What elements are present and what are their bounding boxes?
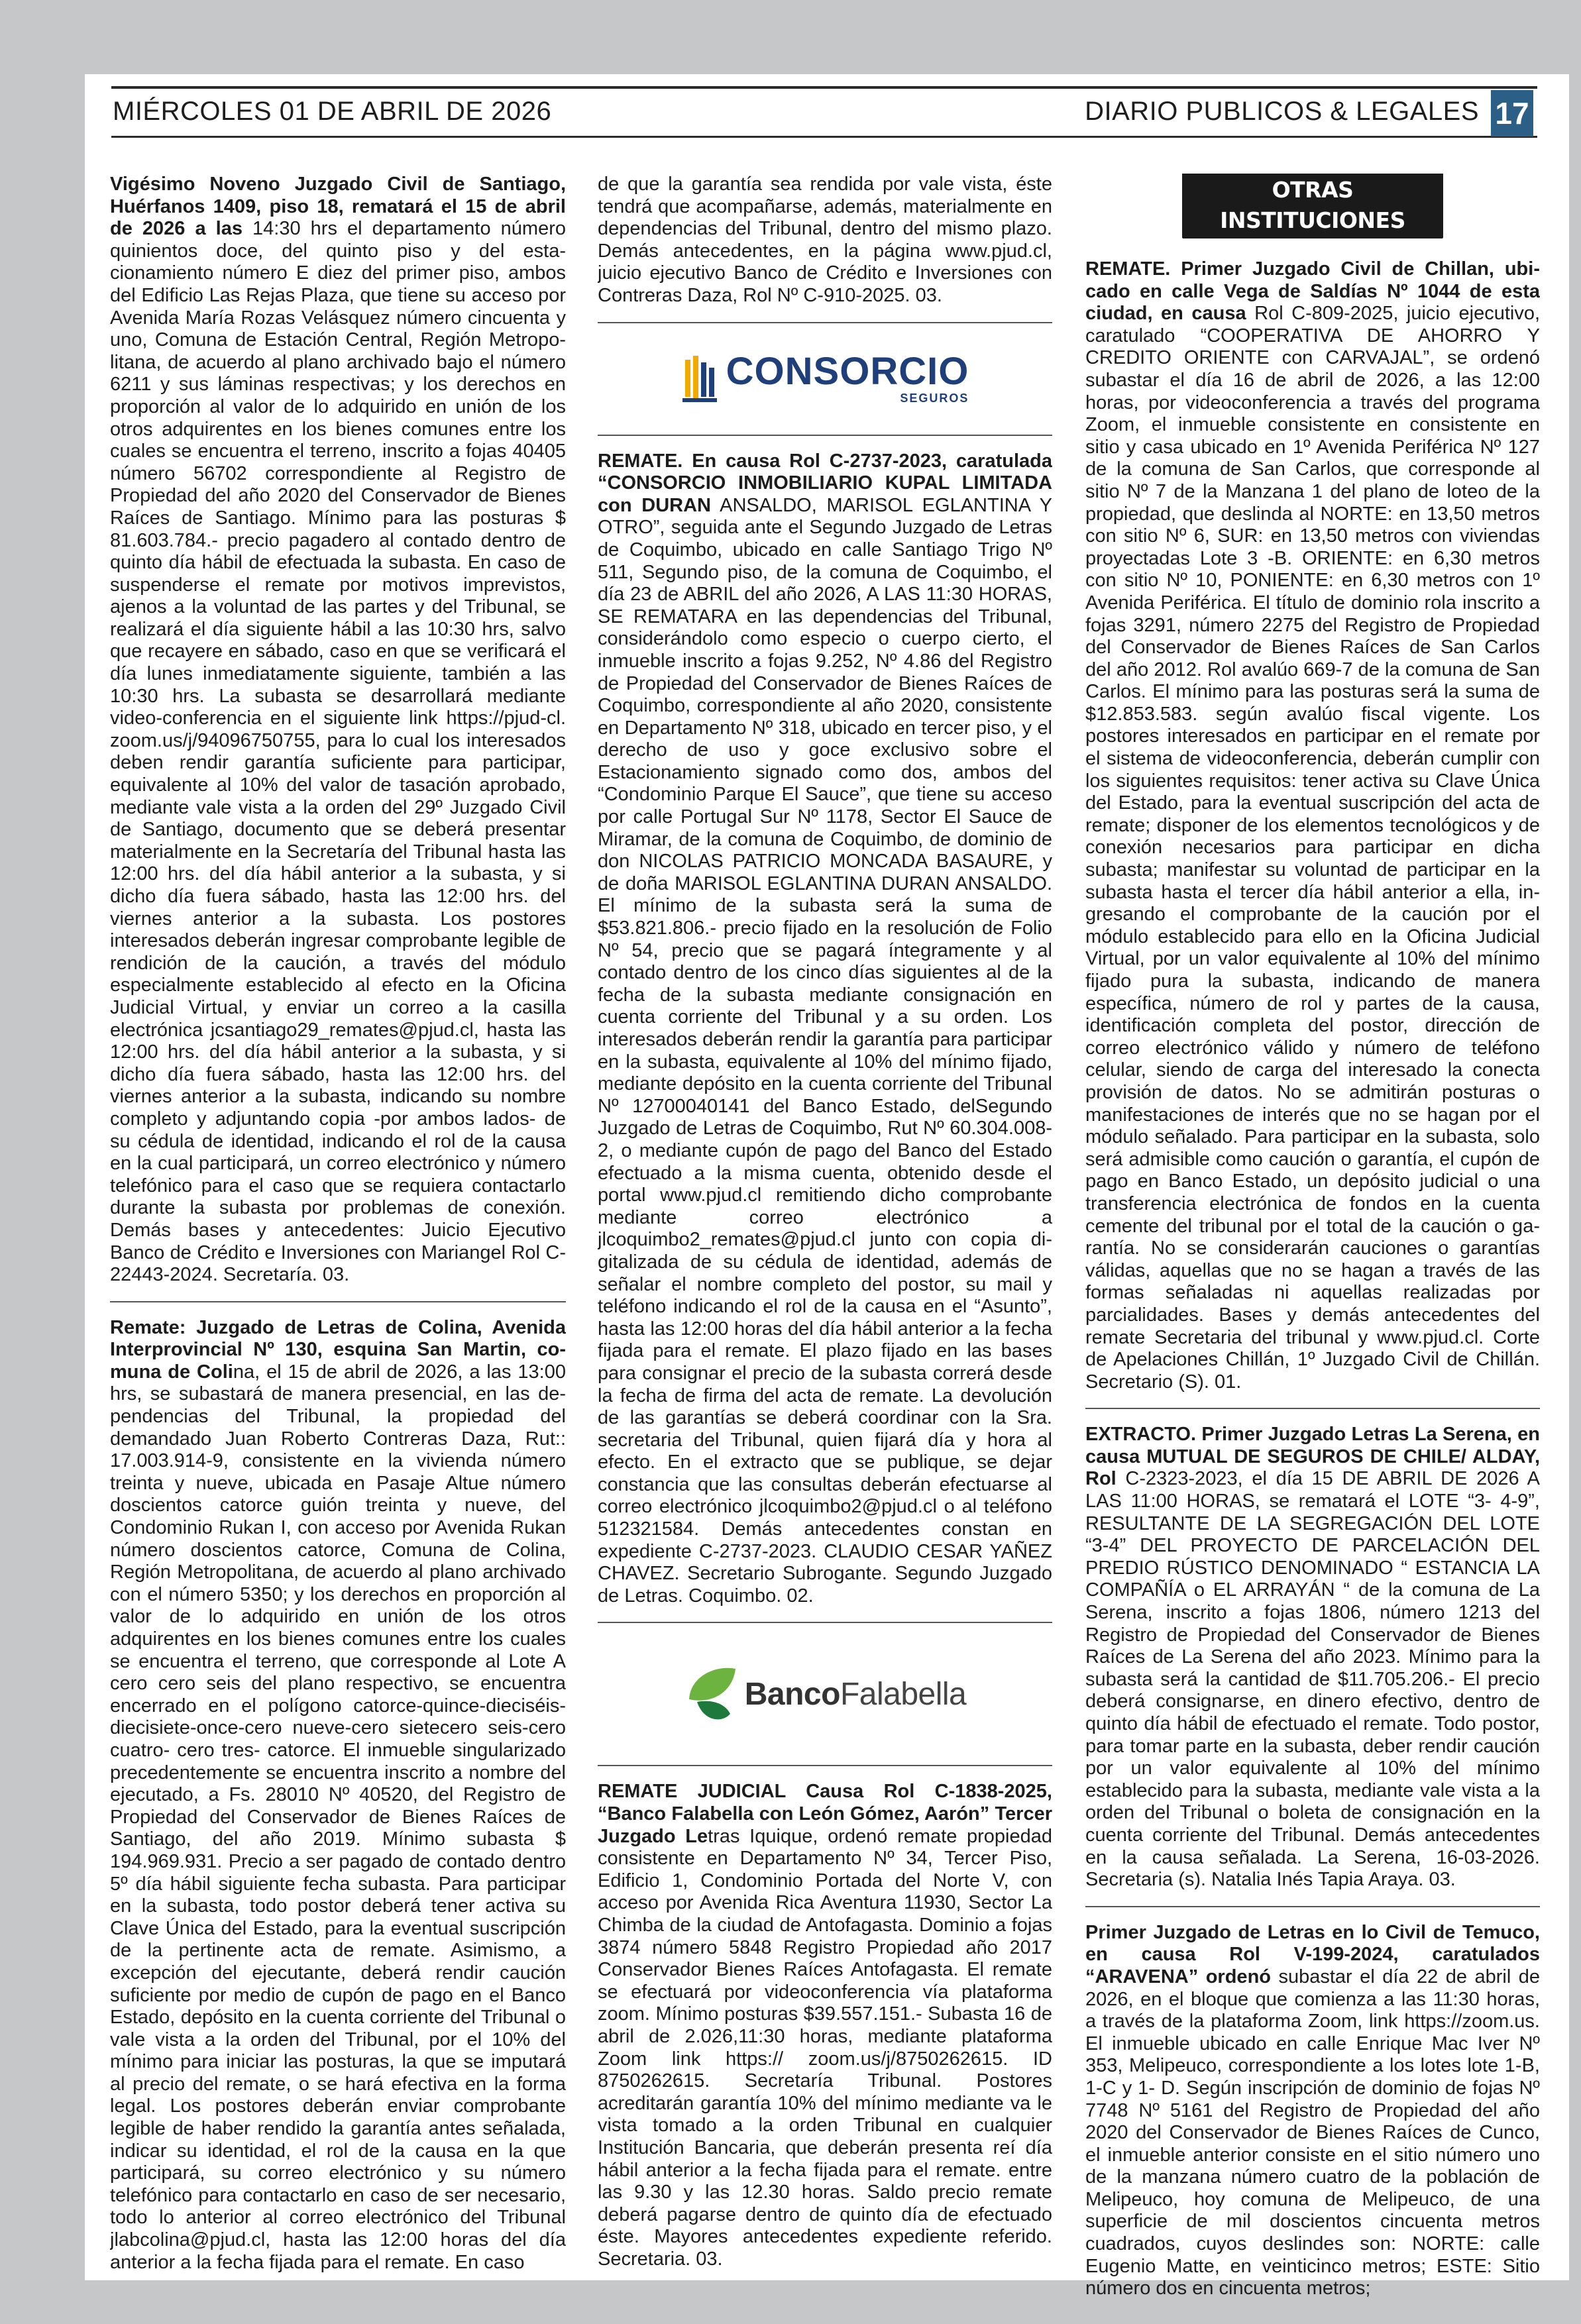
consorcio-mark-icon (681, 353, 720, 405)
falabella-logo-bold: Banco (744, 1676, 840, 1712)
page-header (111, 86, 1537, 138)
notice-lead: Primer Juzgado de Letras en lo Civil de Temuco, en causa Rol V-199-2024, caratulados “ARAVENA” ordenó (1085, 1921, 1540, 1987)
notice-body: 14:30 hrs el departamento número quinientos doce, del quinto piso y del estacionamiento número E diez del primer piso, ambos del Edificio Las Rejas Plaza, que tiene su acceso por Avenida María Rozas Velásquez número cincuenta y uno, Comuna de Estación Central, Región Metropolitana, de acuerdo al plano archivado bajo el número 6211 y sus láminas respectivas; y los derechos en proporción al valor de lo adquirido en unión de los otros adquirentes en los bienes comunes entre los cuales se encuentra el terreno, inscrito a fojas 40405 número 56702 correspondiente al Registro de Propiedad del año 2020 del Conservador de Bienes Raíces de Santiago. Mínimo para las posturas $ 81.603.784.- precio pagadero al contado dentro de quinto día hábil de efectuada la subasta. En caso de suspenderse el remate por motivos imprevistos, ajenos a la voluntad de las partes y del Tribunal, se realizará el día siguiente hábil a las 10:30 hrs, salvo que recayere en sábado, caso en que se verificará el día lunes inmediatamente siguiente, también a las 10:30 hrs. La subasta se desarrollará mediante video-conferencia en el siguiente link https://pjud-cl. zoom.us/j/94096750755, para lo cual los interesados deben rendir garantía suficiente para participar, equivalente al 10% del valor de tasación aprobado, mediante vale vista a la orden del 29º Juzgado Civil de Santiago, documento que se deberá presentar materialmente en la Secretaría del Tribunal hasta las 12:00 hrs. del día hábil anterior a la subasta, y si dicho día fuera sábado, hasta las 12:00 hrs. del viernes anterior a la subasta. Los postores interesados deberán ingresar comprobante legible de rendición de la caución, a través del módulo especialmente establecido al efecto en la Oficina Judicial Virtual, y enviar un correo a la casilla electrónica jcsantiago29_remates@pjud.cl, hasta las 12:00 hrs. del día hábil anterior a la subasta, y si dicho día fuera sábado, hasta las 12:00 hrs. del viernes anterior a la subasta, indicando su nombre completo y adjuntando copia -por ambos lados- de su cédula de identidad, indicando el rol de la causa en la cual participará, un correo electrónico y número telefónico para el caso que se requiera contactarlo durante la subasta por problemas de conexión. Demás bases y antecedentes: Juicio Ejecutivo Banco de Crédito e Inversiones con Mariangel Rol C-22443-2024. Secretaría. 03. (110, 218, 566, 1286)
notice-extracto-la-serena (1085, 1424, 1540, 1891)
notice-lead: REMATE. Primer Juzgado Civil de Chillan, ubicado en calle Vega de Saldías Nº 1044 de esta ciudad, en causa (1085, 258, 1540, 325)
divider (598, 1622, 1052, 1623)
consorcio-seguros-logo (598, 338, 1052, 420)
banco-falabella-logo (598, 1638, 1052, 1750)
notice-body: de que la garantía sea rendida por vale vista, éste tendrá que acompañarse, además, materialmente en dependencias del Tribunal, dentro del mismo plazo. Demás antecedentes, en la página www.pjud.cl, juicio ejecutivo Banco de Crédito e Inversiones con Contreras Daza, Rol Nº C-910-2025. 03. (598, 174, 1052, 306)
header-publication: DIARIO PUBLICOS & LEGALES (1085, 97, 1479, 126)
notice-body: na, el 15 de abril de 2026, a las 13:00 hrs, se subastará de manera presencial, en las dependencias del Tribunal, la propiedad del demandado Juan Roberto Contreras Daza, Rut:: 17.003.914-9, consistente en la vivienda número treinta y nueve, ubicada en Pasaje Altue número doscientos catorce guión treinta y nueve, del Condominio Rukan I, con acceso por Avenida Rukan número doscientos catorce, Comuna de Colina, Región Metropolitana, de acuerdo al plano archivado con el número 5350; y los derechos en proporción al valor de lo adquirido en unión de los otros adquirentes en los bienes comunes entre los cuales se encuentra el terreno, que corresponde al Lote A cero cero seis del plano respectivo, se encuentra encerrado en el polígono catorce-quince-dieciséis-diecisiete-once-cero nueve-cero sietecero seis-cero cuatro- cero tres- catorce. El inmueble singularizado precedentemente se encuentra inscrito a nombre del ejecutado, a Fs. 28010 Nº 40520, del Registro de Propiedad del Conservador de Bienes Raíces de Santiago, del año 2019. Mínimo subasta $ 194.969.931. Precio a ser pagado de contado dentro 5º día hábil siguiente fecha subasta. Para participar en la subasta, todo postor deberá tener activa su Clave Única del Estado, para la eventual suscripción de la pertinente acta de remate. Asimismo, a excepción del ejecutante, deberá rendir caución suficiente por medio de cupón de pago en el Banco Estado, depósito en la cuenta corriente del Tribunal o vale vista a la orden del Tribunal, por el 10% del mínimo para iniciar las posturas, la que se imputará al precio del remate, o se hará efectiva en la forma legal. Los postores deberán enviar comprobante legible de haber rendido la garantía antes señalada, indicar su identidad, el rol de la causa en la que participará, su correo electrónico y su número telefónico para contactarlo en caso de ser necesario, todo lo anterior al correo electrónico del Tribunal jlabcolina@pjud.cl, hasta las 12:00 horas del día anterior a la fecha fijada para el remate. En caso (110, 1361, 566, 2273)
divider (598, 1765, 1052, 1766)
consorcio-logo-subtitle: SEGUROS (900, 392, 969, 405)
notice-juzgado-colina-continued (598, 174, 1052, 307)
notice-body: ANSALDO, MARISOL EGLANTINA Y OTRO”, seguida ante el Segundo Juzgado de Letras de Coquimbo, ubicado en calle Santiago Trigo Nº 511, Segundo piso, de la comuna de Coquimbo, el día 23 de ABRIL del año 2026, A LAS 11:30 HORAS, SE REMATARA en las dependencias del Tribunal, considerándolo como especio o cuerpo cierto, el inmueble inscrito a fojas 9.252, Nº 4.86 del Registro de Propiedad del Conservador de Bienes Raíces de Coquimbo, correspondiente al año 2020, consistente en Departamento Nº 318, ubicado en tercer piso, y el derecho de uso y goce exclusivo sobre el Estacionamiento signado como dos, ambos del “Condominio Parque El Sauce”, que tiene su acceso por calle Portugal Sur Nº 1178, Sector El Sauce de Miramar, de la comuna de Coquimbo, de dominio de don NICOLAS PATRICIO MONCADA BASAURE, y de doña MARISOL EGLANTINA DURAN ANSALDO. El mínimo de la subasta será la suma de $53.821.806.- precio fijado en la resolución de Folio Nº 54, precio que se pagará íntegramente y al contado dentro de los cinco días siguientes al de la fecha de la subasta mediante consignación en cuenta corriente del Tribunal y a su orden. Los interesados deberán rendir la garantía para participar en la subasta, equivalente al 10% del mínimo fijado, mediante depósito en la cuenta corriente del Tribunal Nº 12700040141 del Banco Estado, delSegundo Juzgado de Letras de Coquimbo, Rut Nº 60.304.008-2, o mediante cupón de pago del Banco del Estado efectuado a la misma cuenta, obtenido desde el portal www.pjud.cl remitiendo dicho comprobante mediante correo electrónico a jlcoquimbo2_remates@pjud.cl junto con copia digitalizada de su cédula de identidad, además de señalar el nombre completo del postor, su mail y teléfono indicando el rol de la causa en el “Asunto”, hasta las 12:00 horas del día hábil anterior a la fecha fijada para el remate. El plazo fijado en las bases para consignar el precio de la subasta correrá desde la fecha de firma del acta de remate. La devolución de las garantías se deberá coordinar con la Sra. secretaria del Tribunal, quien fijará día y hora al efecto. En el extracto que se publique, se dejar constancia que las consultas deberán efectuarse al correo electrónico jlcoquimbo2@pjud.cl o al teléfono 512321584. Demás antecedentes constan en expediente C-2737-2023. CLAUDIO CESAR YAÑEZ CHAVEZ. Secretario Subrogante. Segundo Juzgado de Letras. Coquimbo. 02. (598, 494, 1052, 1607)
notice-lead: REMATE JUDICIAL Causa Rol C-1838-2025, “Banco Falabella con León Gómez, Aarón” Tercer Juzgado Le (598, 1781, 1052, 1847)
falabella-logo-light: Falabella (840, 1676, 967, 1712)
page-number: 17 (1491, 90, 1533, 136)
section-title-line-1: OTRAS INSTITUCIONES (1220, 177, 1405, 233)
column-1 (110, 174, 566, 2274)
newspaper-page (85, 74, 1569, 2299)
divider (1085, 1408, 1540, 1409)
notice-remate-coquimbo (598, 450, 1052, 1608)
falabella-leaf-icon (684, 1662, 739, 1726)
notice-lead: REMATE. En causa Rol C-2737-2023, caratulada “CONSORCIO INMOBILIARIO KUPAL LIMITADA con DURAN (598, 450, 1052, 516)
notice-body: tras Iquique, ordenó remate propiedad consistente en Departamento Nº 34, Tercer Piso, Edificio 1, Condominio Portada del Norte V, con acceso por Avenida Rica Aventura 11930, Sector La Chimba de la ciudad de Antofagasta. Dominio a fojas 3874 número 5848 Registro Propiedad año 2017 Conservador Bienes Raíces Antofagasta. El remate se efectuará por videoconferencia vía plataforma zoom. Mínimo posturas $39.557.151.- Subasta 16 de abril de 2.026,11:30 horas, mediante plataforma Zoom link https:// zoom.us/j/8750262615. ID 8750262615. Secretaría Tribunal. Postores acreditarán garantía 10% del mínimo mediante va le vista tomado a la orden Tribunal en cualquier Institución Bancaria, que deberán presenta reí día hábil anterior a la fecha fijada para el remate. entre las 9.30 y las 12.30 horas. Saldo precio remate deberá pagarse dentro de quinto día de efectuado éste. Mayores antecedentes expediente referido. Secretaria. 03. (598, 1825, 1052, 2270)
consorcio-logo-name: CONSORCIO (726, 350, 969, 394)
header-date: MIÉRCOLES 01 DE ABRIL DE 2026 (113, 97, 552, 126)
divider (598, 322, 1052, 323)
notice-29-juzgado-santiago (110, 174, 566, 1287)
divider (1085, 1906, 1540, 1907)
notice-remate-judicial-iquique (598, 1781, 1052, 2270)
notice-temuco (1085, 1922, 1540, 2300)
notice-lead: Vigésimo Noveno Juzgado Civil de Santiago, Huérfanos 1409, piso 18, rematará el 15 de abril de 2026 a las (110, 174, 566, 240)
column-2 (598, 174, 1052, 2271)
divider (110, 1301, 566, 1302)
notice-body: subastar el día 22 de abril de 2026, en el bloque que comienza a las 11:30 horas, a través de la plataforma Zoom, link https://zoom.us. El inmueble ubicado en calle Enrique Mac Iver Nº 353, Melipeuco, correspondiente a los lotes lote 1-B, 1-C y 1- D. Según inscripción de dominio de fojas Nº 7748 Nº 5161 del Registro de Propiedad del año 2020 del Conservador de Bienes Raíces de Cunco, el inmueble anterior consiste en el sitio número uno de la manzana número cuatro de la población de Melipeuco, hoy comuna de Melipeuco, de una superficie de mil doscientos cincuenta metros cuadrados, cuyos deslindes son: NORTE: calle Eugenio Matte, en veinticinco metros; ESTE: Sitio número dos en cincuenta metros; (1085, 1966, 1540, 2299)
notice-lead: EXTRACTO. Primer Juzgado Letras La Serena, en causa MUTUAL DE SEGUROS DE CHILE/ ALDAY, Rol (1085, 1424, 1540, 1490)
notice-body: C-2323-2023, el día 15 DE ABRIL DE 2026 A LAS 11:00 HORAS, se rematará el LOTE “3- 4-9”, RESULTANTE DE LA SEGREGACIÓN DEL LOTE “3-4” DEL PROYECTO DE PARCELACIÓN DEL PREDIO RÚSTICO DENOMINADO “ ESTANCIA LA COMPAÑÍA o EL ARRAYÁN “ de la comuna de La Serena, inscrito a fojas 1806, número 1213 del Registro de Propiedad del Conservador de Bienes Raíces de La Serena del año 2023. Mínimo para la subasta será la cantidad de $11.705.206.- El precio deberá consignarse, en dinero efectivo, dentro de quinto día hábil de efectuado el remate. Todo postor, para tomar parte en la subasta, deber rendir caución por un valor equivalente al 10% del mínimo establecido para la subasta, mediante vale vista a la orden del Tribunal o boleta de consignación en la cuenta corriente del Tribunal. Demás antecedentes en la causa señalada. La Serena, 16-03-2026. Secretaria (s). Natalia Inés Tapia Araya. 03. (1085, 1468, 1540, 1891)
notice-juzgado-colina (110, 1317, 566, 2274)
divider (598, 435, 1052, 436)
notice-body: Rol C-809-2025, juicio ejecutivo, caratulado “COOPERATIVA DE AHORRO Y CREDITO ORIENTE con CARVAJAL”, se ordenó subastar el día 16 de abril de 2026, a las 12:00 horas, por videoconferencia a través del programa Zoom, el inmueble consistente en consistente en sitio y casa ubicado en 1º Avenida Periférica Nº 127 de la comuna de San Carlos, que corresponde al sitio Nº 7 de la Manzana 1 del plano de loteo de la propiedad, que deslinda al NORTE: en 13,50 metros con sitio Nº 6, SUR: en 13,50 metros con viviendas proyectadas Lote 3 -B. ORIENTE: en 6,30 metros con sitio Nº 10, PONIENTE: en 6,30 metros con 1º Avenida Periférica. El título de dominio rola inscrito a fojas 3291, número 2275 del Registro de Propiedad del Conservador de Bienes Raíces de San Carlos del año 2012. Rol avalúo 669-7 de la comuna de San Carlos. El mínimo para las posturas será la suma de $12.853.583. según avalúo fiscal vigente. Los postores interesados en participar en el remate por el sistema de videoconferencia, deberán cumplir con los siguientes requisitos: tener activa su Clave Única del Estado, para la eventual suscripción del acta de remate; disponer de los elementos tecnológicos y de conexión necesarios para participar en dicha subasta; manifestar su voluntad de participar en la subasta hasta el tercer día hábil anterior a ella, ingresando el comprobante de la caución por el módulo establecido para ello en la Oficina Judicial Virtual, por un valor equivalente al 10% del mínimo fijado pura la subasta, indicando de manera específica, número de rol y partes de la causa, identificación completa del postor, dirección de correo electrónico válido y número de teléfono celular, siendo de carga del interesado la conecta provisión de datos. No se admitirán posturas o manifestaciones de interés que no se hagan por el módulo señalado. Para participar en la subasta, solo será admisible como caución o garantía, el cupón de pago en Banco Estado, un depósito judicial o una transferencia electrónica de fondos en la cuenta cemente del tribunal por el total de la caución o garantía. No se considerarán cauciones o garantías válidas, aquellas que no se hagan a través de las formas señaladas ni aquellas realizadas por parcialidades. Bases y demás antecedentes del remate Secretaria del tribunal y www.pjud.cl. Corte de Apelaciones Chillán, 1º Juzgado Civil de Chillán. Secretario (S). 01. (1085, 303, 1540, 1393)
section-title-line-2: Y PARTICULARES (1212, 238, 1413, 264)
notice-lead: Remate: Juzgado de Letras de Colina, Avenida Interprovincial Nº 130, esquina San Martin, comuna de Coli (110, 1316, 566, 1383)
column-3 (1085, 174, 1540, 2300)
notice-remate-chillan (1085, 258, 1540, 1393)
section-title (1182, 174, 1443, 264)
